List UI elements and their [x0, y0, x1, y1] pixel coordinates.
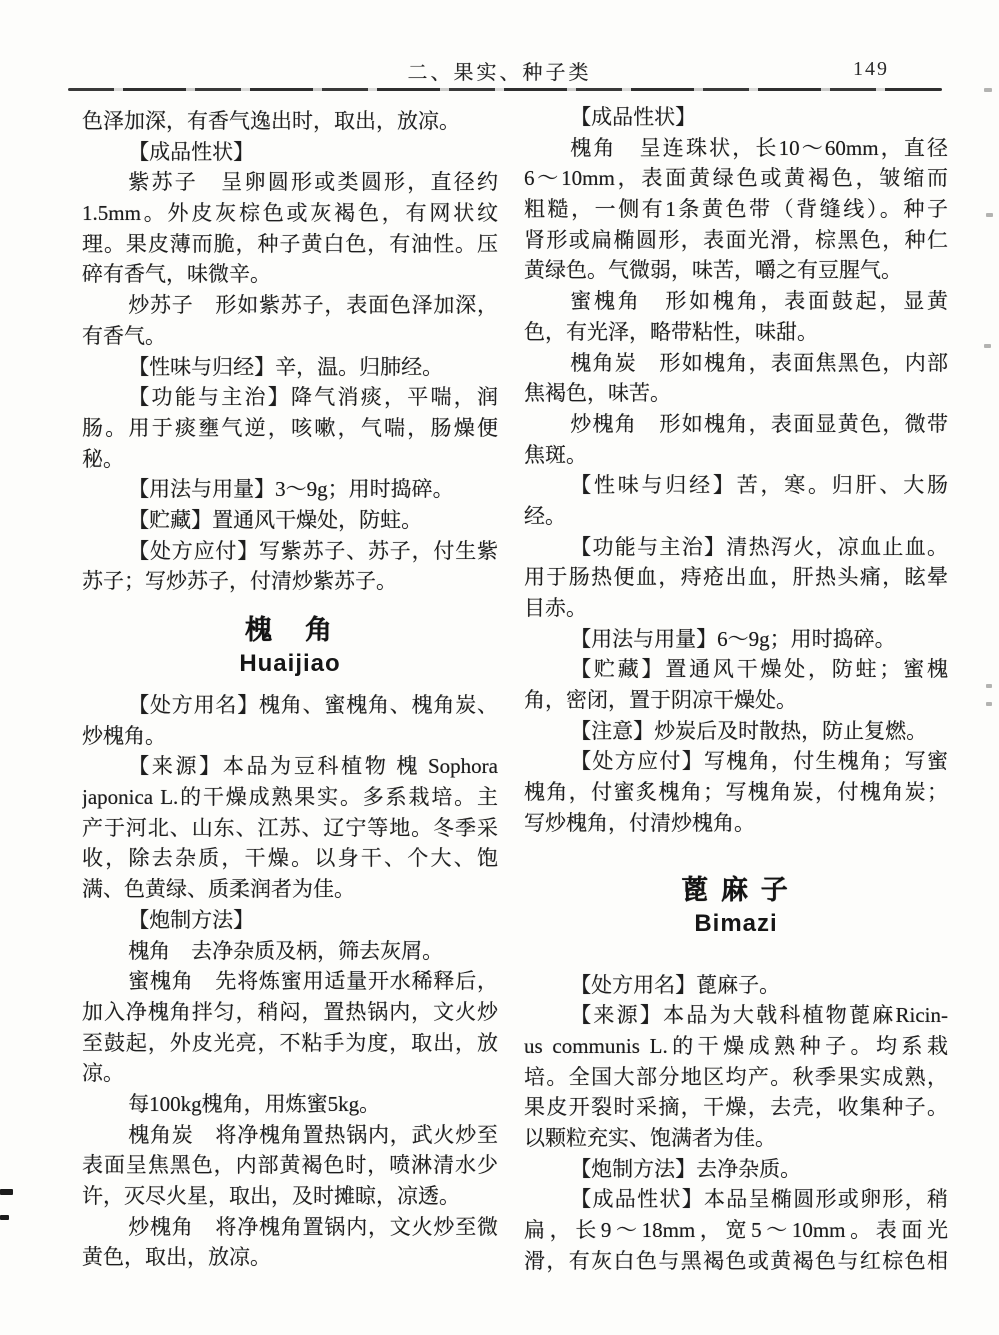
text-line: 槐角 去净杂质及柄，筛去灰屑。	[128, 938, 444, 963]
text-line: 【贮藏】置通风干燥处，防蛀。	[128, 507, 423, 532]
text-line: 碎有香气，味微辛。	[82, 262, 271, 287]
text-line: 【处方用名】槐角、蜜槐角、槐角炭、	[128, 693, 498, 717]
text-line: 【贮藏】置通风干燥处，防蛀；蜜槐	[570, 657, 948, 682]
text-line: 【成品性状】	[570, 105, 697, 129]
text-line: 槐角炭 形如槐角，表面焦黑色，内部	[570, 350, 948, 375]
text-line: 6～10mm，表面黄绿色或黄褐色，皱缩而	[524, 166, 948, 191]
text-line: 肠。用于痰壅气逆，咳嗽，气喘，肠燥便	[82, 415, 498, 440]
text-line: 【炮制方法】	[128, 907, 255, 932]
text-line: 【用法与用量】6～9g；用时捣碎。	[570, 626, 896, 651]
scan-speck	[986, 702, 992, 706]
text-line: 【性味与归经】苦，寒。归肝、大肠	[570, 473, 948, 498]
scan-speck	[986, 213, 993, 217]
text-line: 每100kg槐角，用炼蜜5kg。	[128, 1091, 381, 1116]
text-line: 用于肠热便血，痔疮出血，肝热头痛，眩晕	[524, 565, 948, 590]
text-line: 满、色黄绿、质柔润者为佳。	[82, 877, 355, 902]
text-line: 【处方应付】写槐角，付生槐角；写蜜	[570, 749, 948, 774]
text-line: 加入净槐角拌匀，稍闷，置热锅内，文火炒	[82, 999, 498, 1024]
text-line: 以颗粒充实、饱满者为佳。	[524, 1125, 776, 1150]
text-line: 焦斑。	[524, 442, 587, 467]
scan-speck	[0, 1189, 13, 1195]
text-line: 秘。	[82, 446, 124, 471]
text-line: 角，密闭，置于阴凉干燥处。	[524, 688, 797, 713]
text-line: 槐角 呈连珠状，长10～60mm，直径	[570, 135, 948, 160]
text-line: 【功能与主治】清热泻火，凉血止血。	[570, 534, 948, 559]
text-line: 【来源】本品为豆科植物 槐 Sophora	[128, 754, 498, 779]
text-line: 粗糙，一侧有1条黄色带（背缝线）。种子	[524, 197, 948, 222]
running-header-section-title: 二、果实、种子类	[407, 62, 592, 84]
text-line: japonica L.的干燥成熟果实。多系栽培。主	[82, 785, 498, 810]
text-line: 【用法与用量】3～9g；用时捣碎。	[128, 477, 454, 502]
spacer	[82, 597, 498, 612]
text-line: 许，灭尽火星，取出，及时摊晾，凉透。	[82, 1184, 460, 1208]
spacer	[82, 680, 498, 690]
scan-speck	[984, 344, 991, 348]
text-line: 滑，有灰白色与黑褐色或黄褐色与红棕色相	[524, 1248, 948, 1273]
text-line: 焦褐色，味苦。	[524, 381, 671, 406]
text-line: 理。果皮薄而脆，种子黄白色，有油性。压	[82, 231, 498, 256]
text-line: 【注意】炒炭后及时散热，防止复燃。	[570, 718, 928, 743]
text-line: 色，有光泽，略带粘性，味甜。	[524, 319, 818, 344]
scan-speck	[984, 88, 992, 92]
spacer	[524, 839, 948, 872]
text-line: 至鼓起，外皮光亮，不粘手为度，取出，放	[82, 1030, 498, 1055]
text-line: 槐角炭 将净槐角置热锅内，武火炒至	[128, 1122, 498, 1147]
spacer	[524, 940, 948, 970]
text-line: 黄色，取出，放凉。	[82, 1245, 271, 1270]
right-text-column	[524, 95, 948, 1276]
article-title-pinyin: Huaijiao	[239, 650, 341, 677]
text-line: 肾形或扁椭圆形，表面光滑，棕黑色，种仁	[524, 227, 948, 252]
text-line: 1.5mm。外皮灰棕色或灰褐色，有网状纹	[82, 201, 498, 226]
text-line: 表面呈焦黑色，内部黄褐色时，喷淋清水少	[82, 1153, 498, 1178]
text-line: 蜜槐角 先将炼蜜用适量开水稀释后，	[128, 969, 498, 994]
article-title-pinyin: Bimazi	[694, 909, 778, 937]
text-line: 【处方用名】蓖麻子。	[570, 972, 781, 997]
text-line: 蜜槐角 形如槐角，表面鼓起，显黄	[570, 289, 948, 314]
text-line: 写炒槐角，付清炒槐角。	[524, 810, 755, 835]
text-line: 扁，长9～18mm，宽5～10mm。表面光	[524, 1218, 948, 1242]
text-line: 【成品性状】本品呈椭圆形或卵形，稍	[570, 1187, 948, 1212]
text-line: 紫苏子 呈卵圆形或类圆形，直径约	[128, 170, 498, 195]
page-number: 149	[853, 58, 889, 80]
text-line: us communis L.的干燥成熟种子。均系栽	[524, 1033, 948, 1058]
header-rule	[68, 88, 942, 91]
article-title-cn: 槐 角	[245, 615, 335, 645]
text-line: 【成品性状】	[128, 139, 255, 164]
text-line: 有香气。	[82, 323, 166, 348]
scan-speck	[0, 1215, 9, 1220]
text-line: 经。	[524, 503, 566, 528]
text-line: 培。全国大部分地区均产。秋季果实成熟，	[524, 1064, 948, 1089]
scan-speck	[986, 684, 992, 688]
text-line: 色泽加深，有香气逸出时，取出，放凉。	[82, 109, 460, 133]
text-line: 炒苏子 形如紫苏子，表面色泽加深，	[128, 293, 498, 318]
text-line: 黄绿色。气微弱，味苦，嚼之有豆腥气。	[524, 258, 902, 283]
text-line: 【来源】本品为大戟科植物蓖麻Ricin-	[570, 1003, 948, 1028]
text-line: 凉。	[82, 1061, 124, 1086]
article-title-cn: 蓖 麻 子	[681, 874, 791, 905]
text-line: 炒槐角 将净槐角置锅内，文火炒至微	[128, 1214, 498, 1239]
text-line: 果皮开裂时采摘，干燥，去壳，收集种子。	[524, 1095, 948, 1120]
text-line: 目赤。	[524, 596, 587, 620]
text-line: 【处方应付】写紫苏子、苏子，付生紫	[128, 538, 498, 563]
text-line: 槐角，付蜜炙槐角；写槐角炭，付槐角炭；	[524, 780, 948, 805]
text-line: 【功能与主治】降气消痰，平喘，润	[128, 385, 498, 410]
text-line: 【性味与归经】辛，温。归肺经。	[128, 354, 444, 379]
text-line: 产于河北、山东、江苏、辽宁等地。冬季采	[82, 815, 498, 840]
text-line: 苏子；写炒苏子，付清炒紫苏子。	[82, 569, 397, 594]
text-line: 收，除去杂质，干燥。以身干、个大、饱	[82, 846, 498, 871]
text-line: 【炮制方法】去净杂质。	[570, 1156, 802, 1181]
text-line: 炒槐角 形如槐角，表面显黄色，微带	[570, 411, 948, 436]
left-text-column	[82, 95, 498, 1273]
text-line: 炒槐角。	[82, 723, 166, 748]
